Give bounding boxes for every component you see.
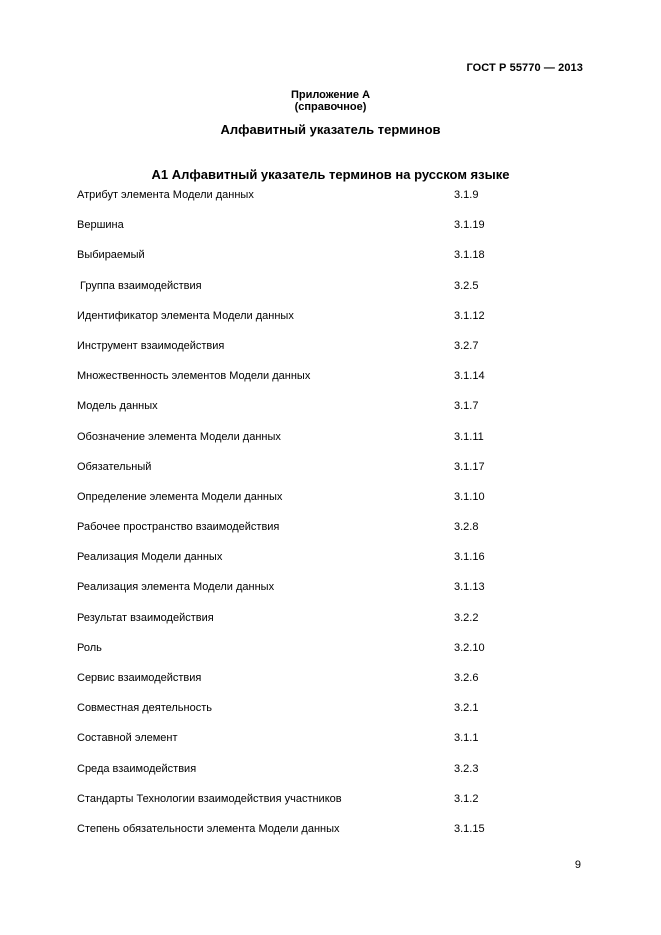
term-row [77,520,597,550]
standard-designation: ГОСТ Р 55770 — 2013 [466,62,583,74]
term-row [77,550,597,580]
term-name: Вершина [77,219,124,232]
term-reference: 3.1.2 [454,792,479,805]
appendix-title: Приложение А [290,89,371,101]
section-title: А1 Алфавитный указатель терминов на русском языке [151,167,510,182]
term-name: Группа взаимодействия [77,279,202,292]
term-row [77,430,597,460]
term-reference: 3.1.9 [454,189,479,201]
term-reference: 3.1.16 [454,551,485,564]
term-reference: 3.1.19 [454,219,485,232]
term-row [77,218,597,248]
term-reference: 3.2.1 [454,702,479,715]
term-name: Обозначение элемента Модели данных [77,430,281,443]
term-row [77,248,597,278]
term-row [77,701,597,731]
term-name: Стандарты Технологии взаимодействия участников [77,792,342,805]
term-row [77,580,597,610]
term-reference: 3.1.17 [454,460,485,473]
term-row [77,369,597,399]
term-name: Атрибут элемента Модели данных [77,189,254,201]
term-reference: 3.1.15 [454,822,485,835]
term-reference: 3.1.10 [454,490,485,503]
term-row [77,671,597,701]
term-reference: 3.2.2 [454,611,479,624]
term-name: Степень обязательности элемента Модели данных [77,822,340,835]
term-row [77,460,597,490]
term-reference: 3.1.7 [454,400,479,413]
term-row [77,490,597,520]
term-name: Инструмент взаимодействия [77,339,225,352]
term-name: Идентификатор элемента Модели данных [77,309,294,322]
term-reference: 3.2.8 [454,521,479,534]
term-reference: 3.1.13 [454,581,485,594]
term-reference: 3.1.11 [454,430,484,443]
term-row [77,731,597,761]
term-name: Результат взаимодействия [77,611,214,624]
page-number: 9 [574,859,581,871]
term-row [77,641,597,671]
term-name: Среда взаимодействия [77,762,197,775]
term-row [77,339,597,369]
term-reference: 3.1.12 [454,309,485,322]
term-reference: 3.1.14 [454,370,485,383]
term-name: Выбираемый [77,249,145,262]
term-name: Реализация элемента Модели данных [77,581,275,594]
term-reference: 3.1.1 [454,732,479,745]
term-name: Реализация Модели данных [77,551,223,564]
term-row [77,822,597,852]
term-row [77,792,597,822]
appendix-note: (справочное) [294,101,367,113]
index-heading: Алфавитный указатель терминов [220,122,441,137]
term-name: Определение элемента Модели данных [77,490,283,503]
terms-index-list [77,188,597,852]
term-name: Обязательный [77,460,152,473]
term-name: Роль [77,641,102,654]
term-name: Сервис взаимодействия [77,672,202,684]
term-reference: 3.1.18 [454,249,485,262]
term-reference: 3.2.10 [454,641,485,654]
term-reference: 3.2.7 [454,339,479,352]
term-name: Составной элемент [77,732,178,745]
term-row [77,611,597,641]
term-name: Совместная деятельность [77,702,212,715]
term-name: Множественность элементов Модели данных [77,370,311,383]
term-reference: 3.2.3 [454,762,479,775]
term-row [77,399,597,429]
term-row [77,309,597,339]
term-name: Рабочее пространство взаимодействия [77,521,280,534]
term-row [77,188,597,218]
term-row [77,279,597,309]
term-row [77,762,597,792]
term-reference: 3.2.6 [454,672,479,684]
term-reference: 3.2.5 [454,279,479,292]
term-name: Модель данных [77,400,158,413]
